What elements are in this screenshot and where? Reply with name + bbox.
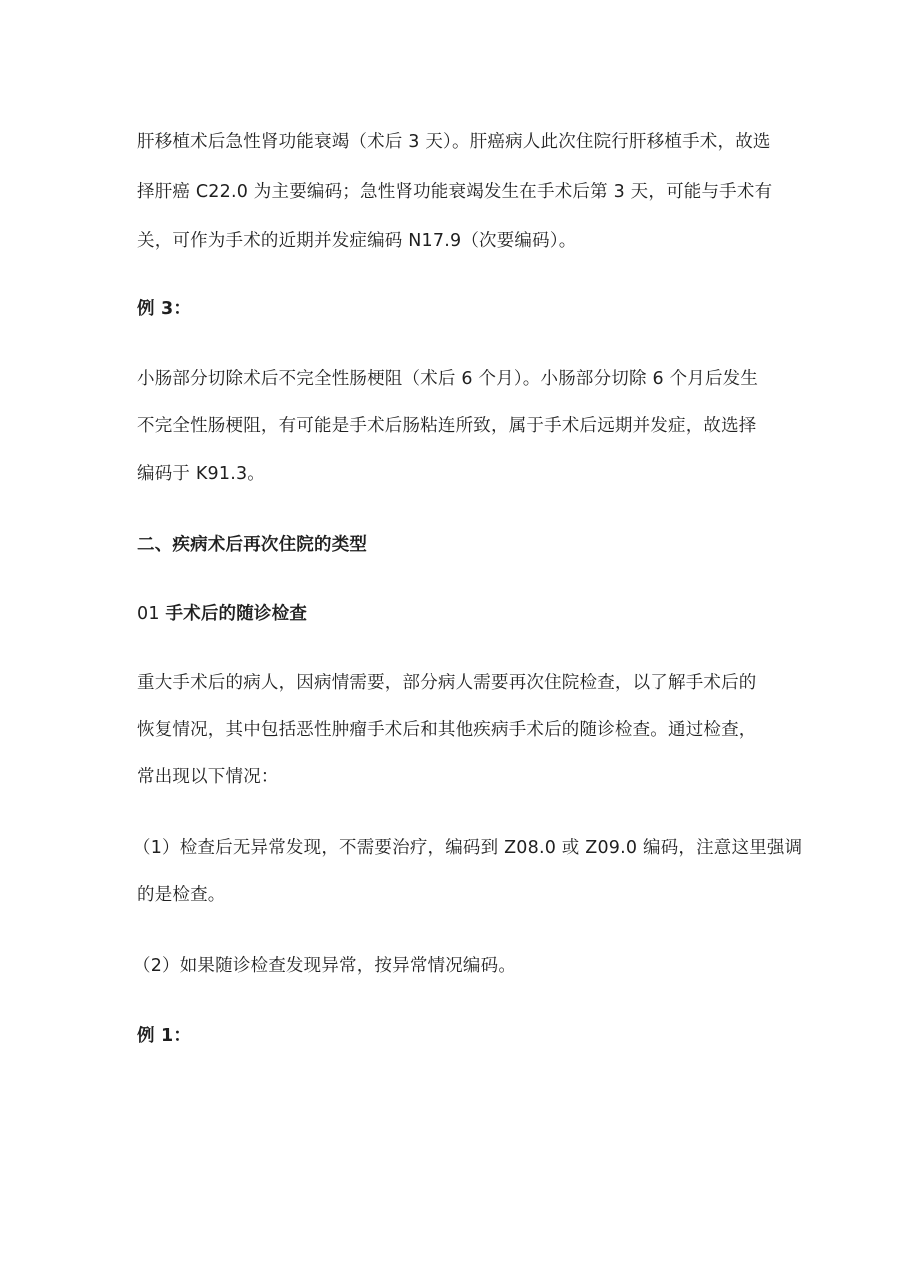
paragraph-line: 不完全性肠梗阻，有可能是手术后肠粘连所致，属于手术后远期并发症，故选择: [137, 416, 757, 436]
paragraph-line: 常出现以下情况：: [137, 767, 279, 787]
paragraph-line: 重大手术后的病人，因病情需要，部分病人需要再次住院检查，以了解手术后的: [137, 673, 757, 693]
paragraph-line: 关，可作为手术的近期并发症编码 N17.9（次要编码）。: [137, 231, 577, 251]
paragraph-line: 肝移植术后急性肾功能衰竭（术后 3 天）。肝癌病人此次住院行肝移植手术，故选: [137, 132, 771, 152]
paragraph-line: （2）如果随诊检查发现异常，按异常情况编码。: [133, 956, 517, 976]
subsection-title: 手术后的随诊检查: [165, 604, 308, 624]
paragraph-line: 的是检查。: [137, 885, 226, 905]
paragraph-line: （1）检查后无异常发现，不需要治疗，编码到 Z08.0 或 Z09.0 编码，注意这里强调: [133, 838, 803, 858]
subsection-heading: [137, 602, 307, 626]
paragraph-line: 择肝癌 C22.0 为主要编码；急性肾功能衰竭发生在手术后第 3 天，可能与手术有: [137, 182, 773, 202]
example-3-label: 例 3：: [137, 299, 192, 319]
paragraph-line: 恢复情况，其中包括恶性肿瘤手术后和其他疾病手术后的随诊检查。通过检查，: [137, 720, 757, 740]
section-heading: 二、疾病术后再次住院的类型: [137, 535, 368, 555]
subsection-number: 01: [137, 604, 160, 624]
example-1-label: 例 1：: [137, 1026, 192, 1046]
paragraph-line: 小肠部分切除术后不完全性肠梗阻（术后 6 个月）。小肠部分切除 6 个月后发生: [137, 369, 759, 389]
paragraph-line: 编码于 K91.3。: [137, 464, 266, 484]
